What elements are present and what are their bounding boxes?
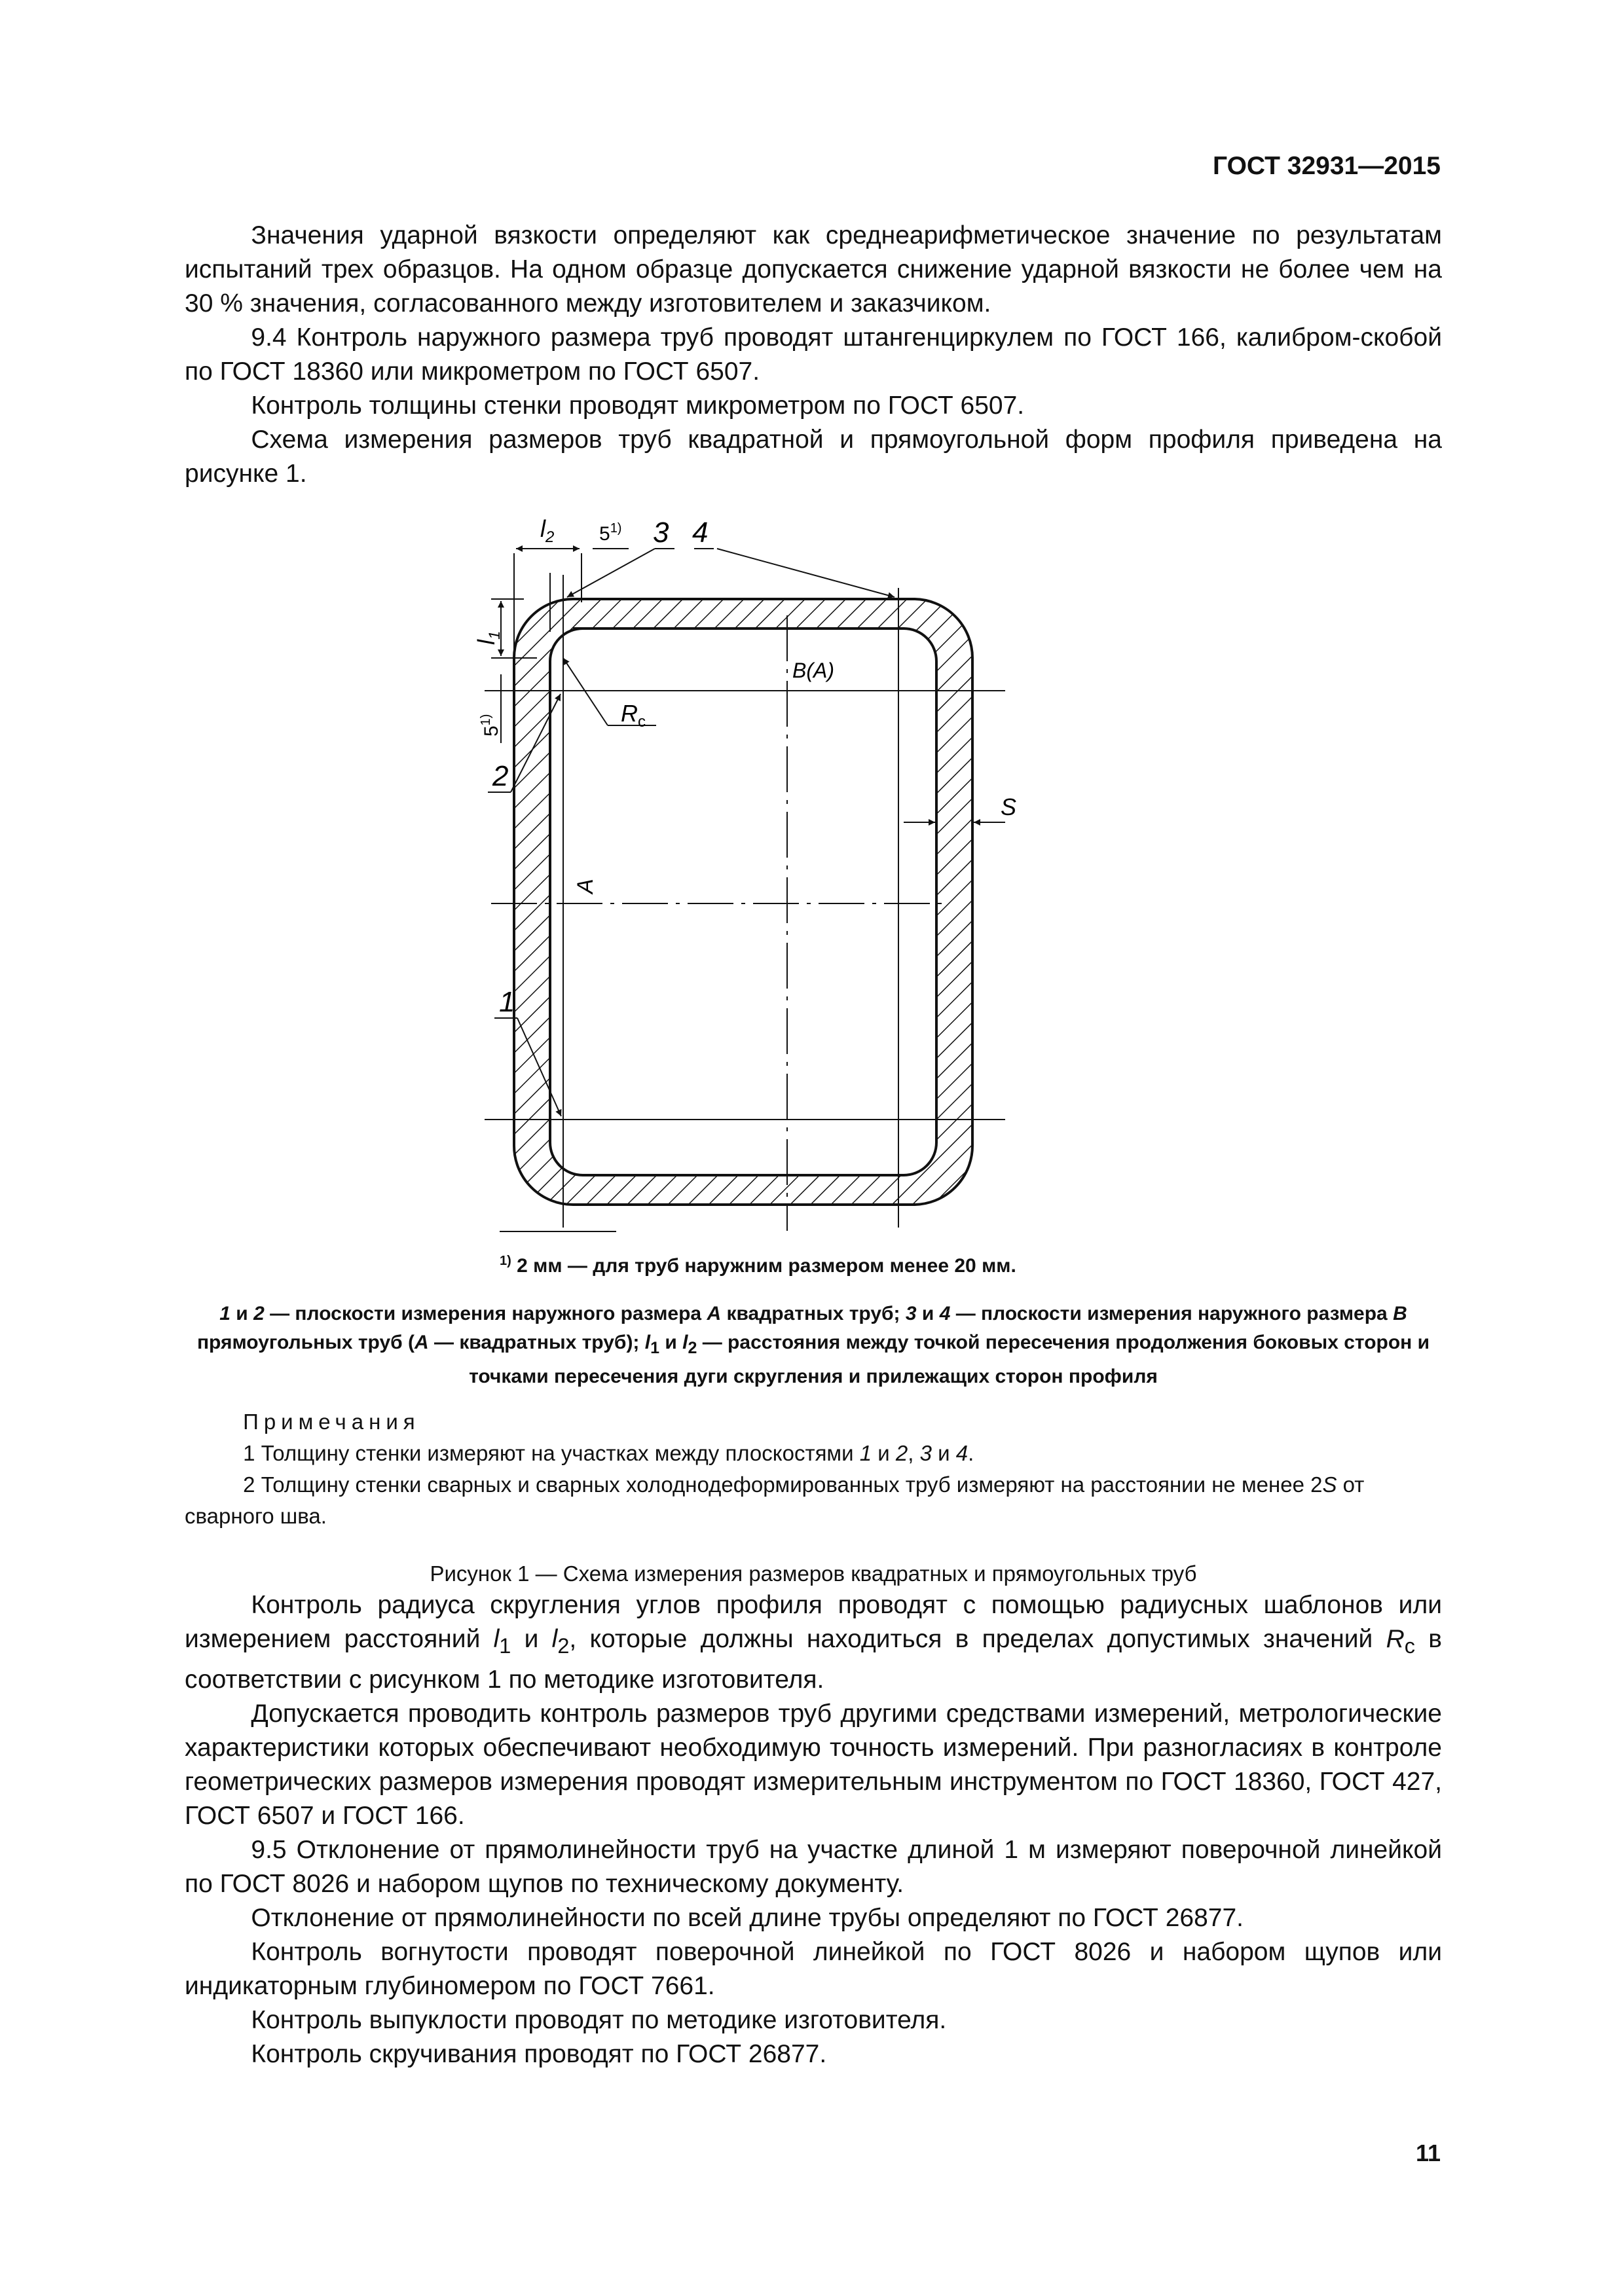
page-number: 11 (1415, 2140, 1441, 2166)
label-s: S (1001, 793, 1017, 820)
text-block-bottom (185, 1588, 1442, 2071)
callout-1: 1 (499, 986, 515, 1018)
label-b-a: B(A) (792, 659, 834, 682)
document-header: ГОСТ 32931—2015 (1213, 152, 1441, 180)
note-1: 1 Толщину стенки измеряют на участках между плоскостями 1 и 2, 3 и 4. (243, 1441, 974, 1465)
figure-notes (185, 1406, 1442, 1532)
tube-wall (514, 599, 972, 1205)
figure-footnote: $^{1)}$ 2 мм — для труб наружним размером менее 20 мм. (500, 1254, 1016, 1277)
paragraph: Контроль выпуклости проводят по методике изготовителя. (251, 2005, 947, 2034)
paragraph: 9.4 Контроль наружного размера труб проводят штангенциркулем по ГОСТ 166, калибром-скобой по ГОСТ 18360 или микрометром по ГОСТ 6507. (185, 323, 1442, 386)
paragraph: Схема измерения размеров труб квадратной и прямоугольной форм профиля приведена на рисунке 1. (185, 426, 1442, 488)
label-l1: $l_1$ (473, 630, 504, 645)
label-a: A (573, 879, 598, 894)
paragraph: Отклонение от прямолинейности по всей длине трубы определяют по ГОСТ 26877. (251, 1903, 1244, 1932)
callout-4: 4 (692, 517, 709, 549)
notes-heading: Примечания (243, 1410, 420, 1434)
footnote-divider (500, 1231, 616, 1232)
paragraph: Контроль радиуса скругления углов профиля проводят с помощью радиусных шаблонов или измерением расстояний $l_1$ и $l_2$, которые должны находиться в пределах допустимых значений $R_c$ в соответствии с рисунком 1 по методике изготовителя. (185, 1591, 1442, 1694)
label-l2: $l_2$ (540, 517, 555, 546)
callout-3: 3 (653, 517, 669, 549)
note-2: 2 Толщину стенки сварных и сварных холоднодеформированных труб измеряют на расстоянии не менее 2S от сварного шва. (185, 1472, 1365, 1528)
paragraph: 9.5 Отклонение от прямолинейности труб на участке длиной 1 м измеряют поверочной линейкой по ГОСТ 8026 и набором щупов по техническому документу. (185, 1835, 1442, 1898)
paragraph: Контроль толщины стенки проводят микрометром по ГОСТ 6507. (251, 392, 1025, 420)
paragraph: Контроль скручивания проводят по ГОСТ 26877. (251, 2039, 827, 2068)
figure-legend: 1 и 2 — плоскости измерения наружного размера A квадратных труб; 3 и 4 — плоскости измерения наружного размера B прямоугольных труб (A — квадратных труб); $l_1$ и $l_2$ — расстояния между точкой пересечения продолжения боковых сторон и точками пересечения дуги скругления и прилежащих сторон профиля (196, 1303, 1430, 1387)
figure-1-diagram (458, 517, 1048, 1250)
figure-caption: Рисунок 1 — Схема измерения размеров квадратных и прямоугольных труб (430, 1561, 1197, 1586)
label-rc: $R_c$ (621, 700, 646, 731)
callout-2: 2 (492, 760, 509, 792)
label-five-top: 5$^{1)}$ (599, 521, 622, 545)
paragraph: Допускается проводить контроль размеров труб другими средствами измерений, метрологические характеристики которых обеспечивают необходимую точность измерений. При разногласиях в контроле геометрических размеров измерения проводят измерительным инструментом по ГОСТ 18360, ГОСТ 427, ГОСТ 6507 и ГОСТ 166. (185, 1699, 1442, 1830)
paragraph: Контроль вогнутости проводят поверочной линейкой по ГОСТ 8026 и набором щупов или индикаторным глубиномером по ГОСТ 7661. (185, 1937, 1442, 2000)
paragraph: Значения ударной вязкости определяют как среднеарифметическое значение по результатам испытаний трех образцов. На одном образце допускается снижение ударной вязкости не более чем на 30 % значения, согласованного между изготовителем и заказчиком. (185, 221, 1442, 318)
label-five-side: 5$^{1)}$ (479, 714, 502, 737)
text-block-top (185, 219, 1442, 491)
